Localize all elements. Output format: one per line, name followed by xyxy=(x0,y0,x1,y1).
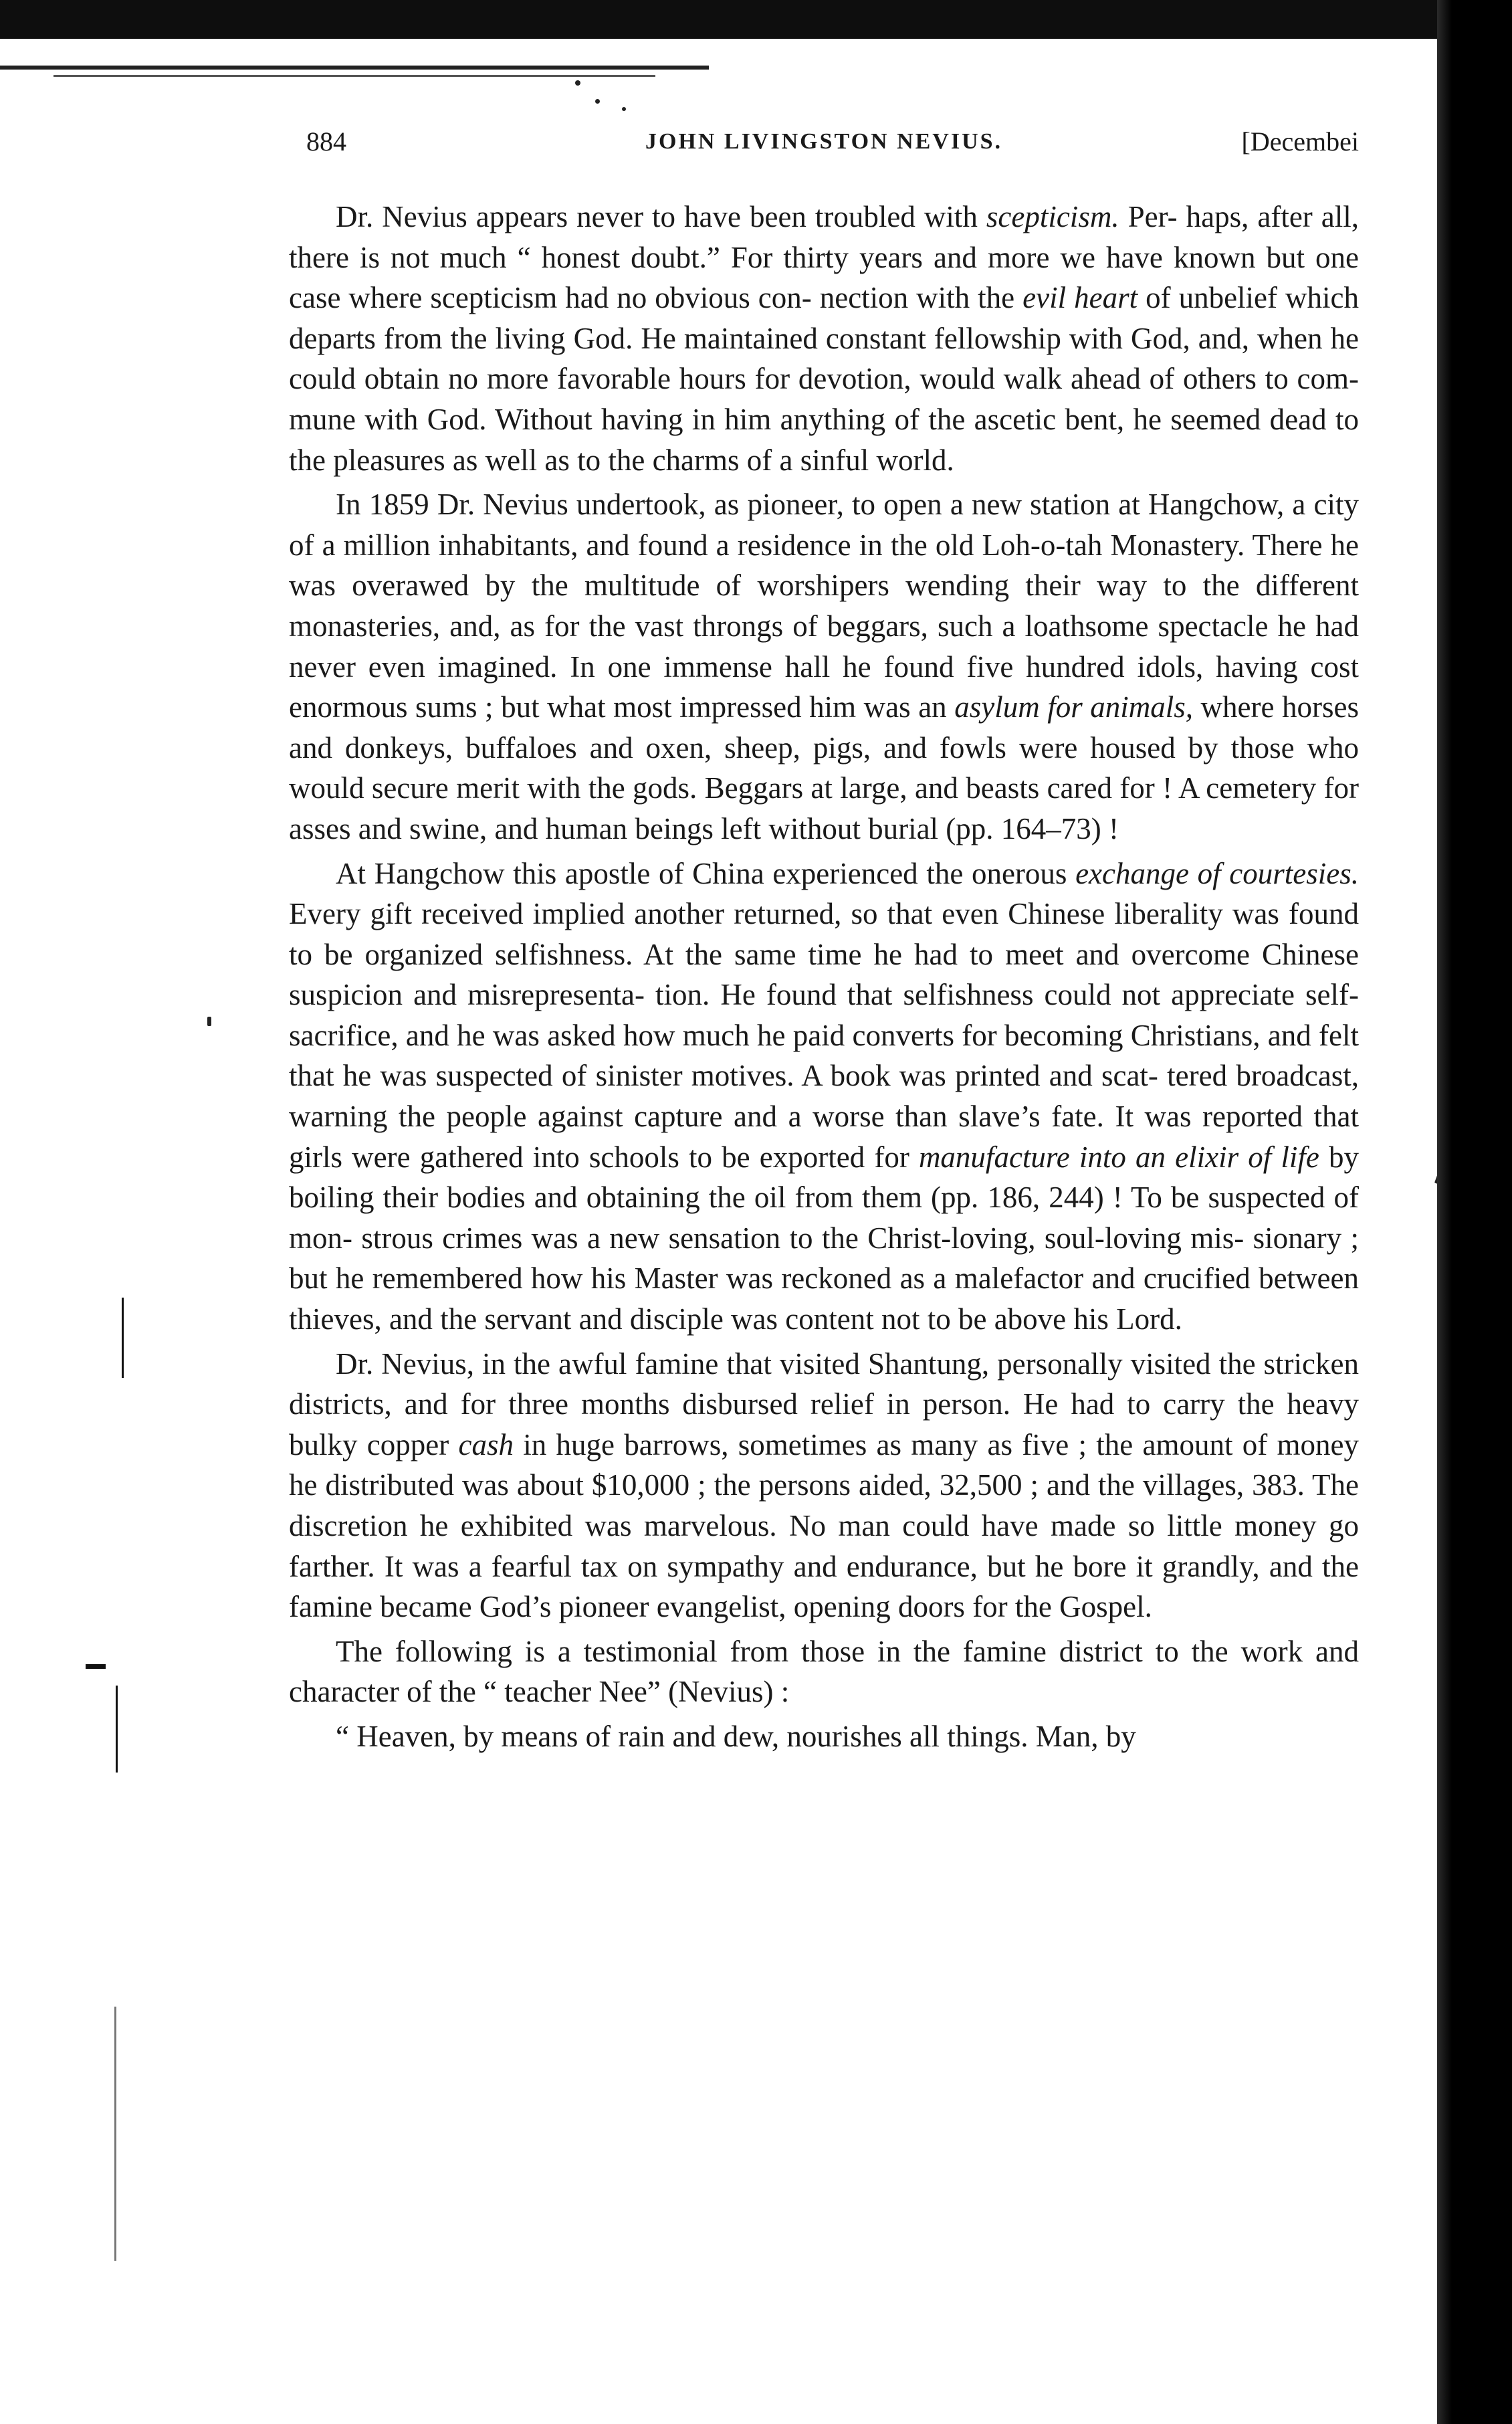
scan-left-mark xyxy=(86,1664,106,1669)
page-number: 884 xyxy=(306,126,346,157)
text-run: The following is a testimonial from those in the famine district to the work and character of the “ teacher Nee” (Nevius) : xyxy=(289,1634,1359,1709)
text-run: “ Heaven, by means of rain and dew, nourishes all things. Man, by xyxy=(336,1719,1136,1753)
text-run: Dr. Nevius appears never to have been troubled with xyxy=(336,200,986,233)
paragraph xyxy=(289,484,1359,849)
scan-left-mark xyxy=(122,1298,124,1378)
text-run: Per- haps, after all, there is not much “ honest doubt.” For thirty years and more we have known but one case where scepticism had no obvious con- nection with the xyxy=(289,200,1359,315)
running-month: [Decembei xyxy=(1241,126,1359,157)
paragraph xyxy=(289,1631,1359,1712)
text-run: Every gift received implied another returned, so that even Chinese liberality was found to be organized selfishness. At the same time he had to meet and overcome Chinese suspicion and misrepresenta- tion. He found that selfishness could not appreciate self-sacrifice, and he was asked how much he paid converts for becoming Christians, and felt that he was suspected of sinister motives. A book was printed and scat- tered broadcast, warning the people against capture and a worse than slave’s fate. It was reported that girls were gathered into schools to be exported for xyxy=(289,897,1359,1174)
scan-speck xyxy=(207,1017,211,1026)
page-header xyxy=(289,118,1359,166)
book-page xyxy=(289,118,1359,1757)
scan-left-mark xyxy=(116,1686,118,1773)
scan-left-mark xyxy=(114,2007,116,2261)
scan-speck xyxy=(622,107,626,111)
italic-run: scepticism. xyxy=(986,200,1119,233)
text-run: by boiling their bodies and obtaining the oil from them (pp. 186, 244) ! To be suspected of mon- strous crimes was a new sensation to the Christ-loving, soul-loving mis- sionary ; but he remembered how his Master was reckoned as a malefactor and crucified between thieves, and the servant and disciple was content not to be above his Lord. xyxy=(289,1140,1359,1336)
text-run: in huge barrows, sometimes as many as five ; the amount of money he distributed was about $10,000 ; the persons aided, 32,500 ; and the villages, 383. The discretion he exhibited was marvelous. No man could have made so little money go farther. It was a fearful tax on sympathy and endurance, but he bore it grandly, and the famine became God’s pioneer evangelist, opening doors for the Gospel. xyxy=(289,1427,1360,1624)
body-text xyxy=(289,197,1359,1757)
text-run: In 1859 Dr. Nevius undertook, as pioneer, to open a new station at Hangchow, a city of a million inhabitants, and found a residence in the old Loh-o-tah Monastery. There he was overawed by the multitude of worshipers wending their way to the different monasteries, and, as for the vast throngs of beggars, such a loathsome spectacle he had never even imagined. In one immense hall he found five hundred idols, having cost enormous sums ; but what most impressed him was an xyxy=(289,488,1359,724)
scan-top-rule xyxy=(0,66,709,70)
italic-run: manufacture into an elixir of life xyxy=(918,1140,1319,1174)
running-title: JOHN LIVINGSTON NEVIUS. xyxy=(645,129,1003,154)
paragraph xyxy=(289,853,1359,1340)
paragraph xyxy=(289,1716,1359,1757)
italic-run: evil heart xyxy=(1022,281,1138,315)
scan-right-border xyxy=(1437,0,1512,2424)
scan-top-border xyxy=(0,0,1512,39)
paragraph xyxy=(289,1344,1359,1627)
italic-run: exchange of courtesies. xyxy=(1075,856,1359,890)
scan-speck xyxy=(575,80,580,86)
text-run: of unbelief which departs from the living God. He maintained constant fellowship with God, and, when he could obtain no more favorable hours for devotion, would walk ahead of others to com- mune with God. Without having in him anything of the ascetic bent, he seemed dead to the pleasures as well as to the charms of a sinful world. xyxy=(289,281,1359,477)
paragraph xyxy=(289,197,1359,480)
italic-run: asylum for animals, xyxy=(954,690,1194,724)
text-run: At Hangchow this apostle of China experienced the onerous xyxy=(336,856,1076,890)
scan-top-rule-thin xyxy=(53,75,655,77)
text-run: Dr. Nevius, in the awful famine that visited Shantung, personally visited the stricken districts, and for three months disbursed relief in person. He had to carry the heavy bulky copper xyxy=(289,1346,1359,1461)
text-run: where horses and donkeys, buffaloes and oxen, sheep, pigs, and fowls were housed by those who would secure merit with the gods. Beggars at large, and beasts cared for ! A cemetery for asses and swine, and human beings left without burial (pp. 164–73) ! xyxy=(289,690,1359,845)
scan-speck xyxy=(595,99,600,104)
italic-run: cash xyxy=(458,1427,514,1461)
